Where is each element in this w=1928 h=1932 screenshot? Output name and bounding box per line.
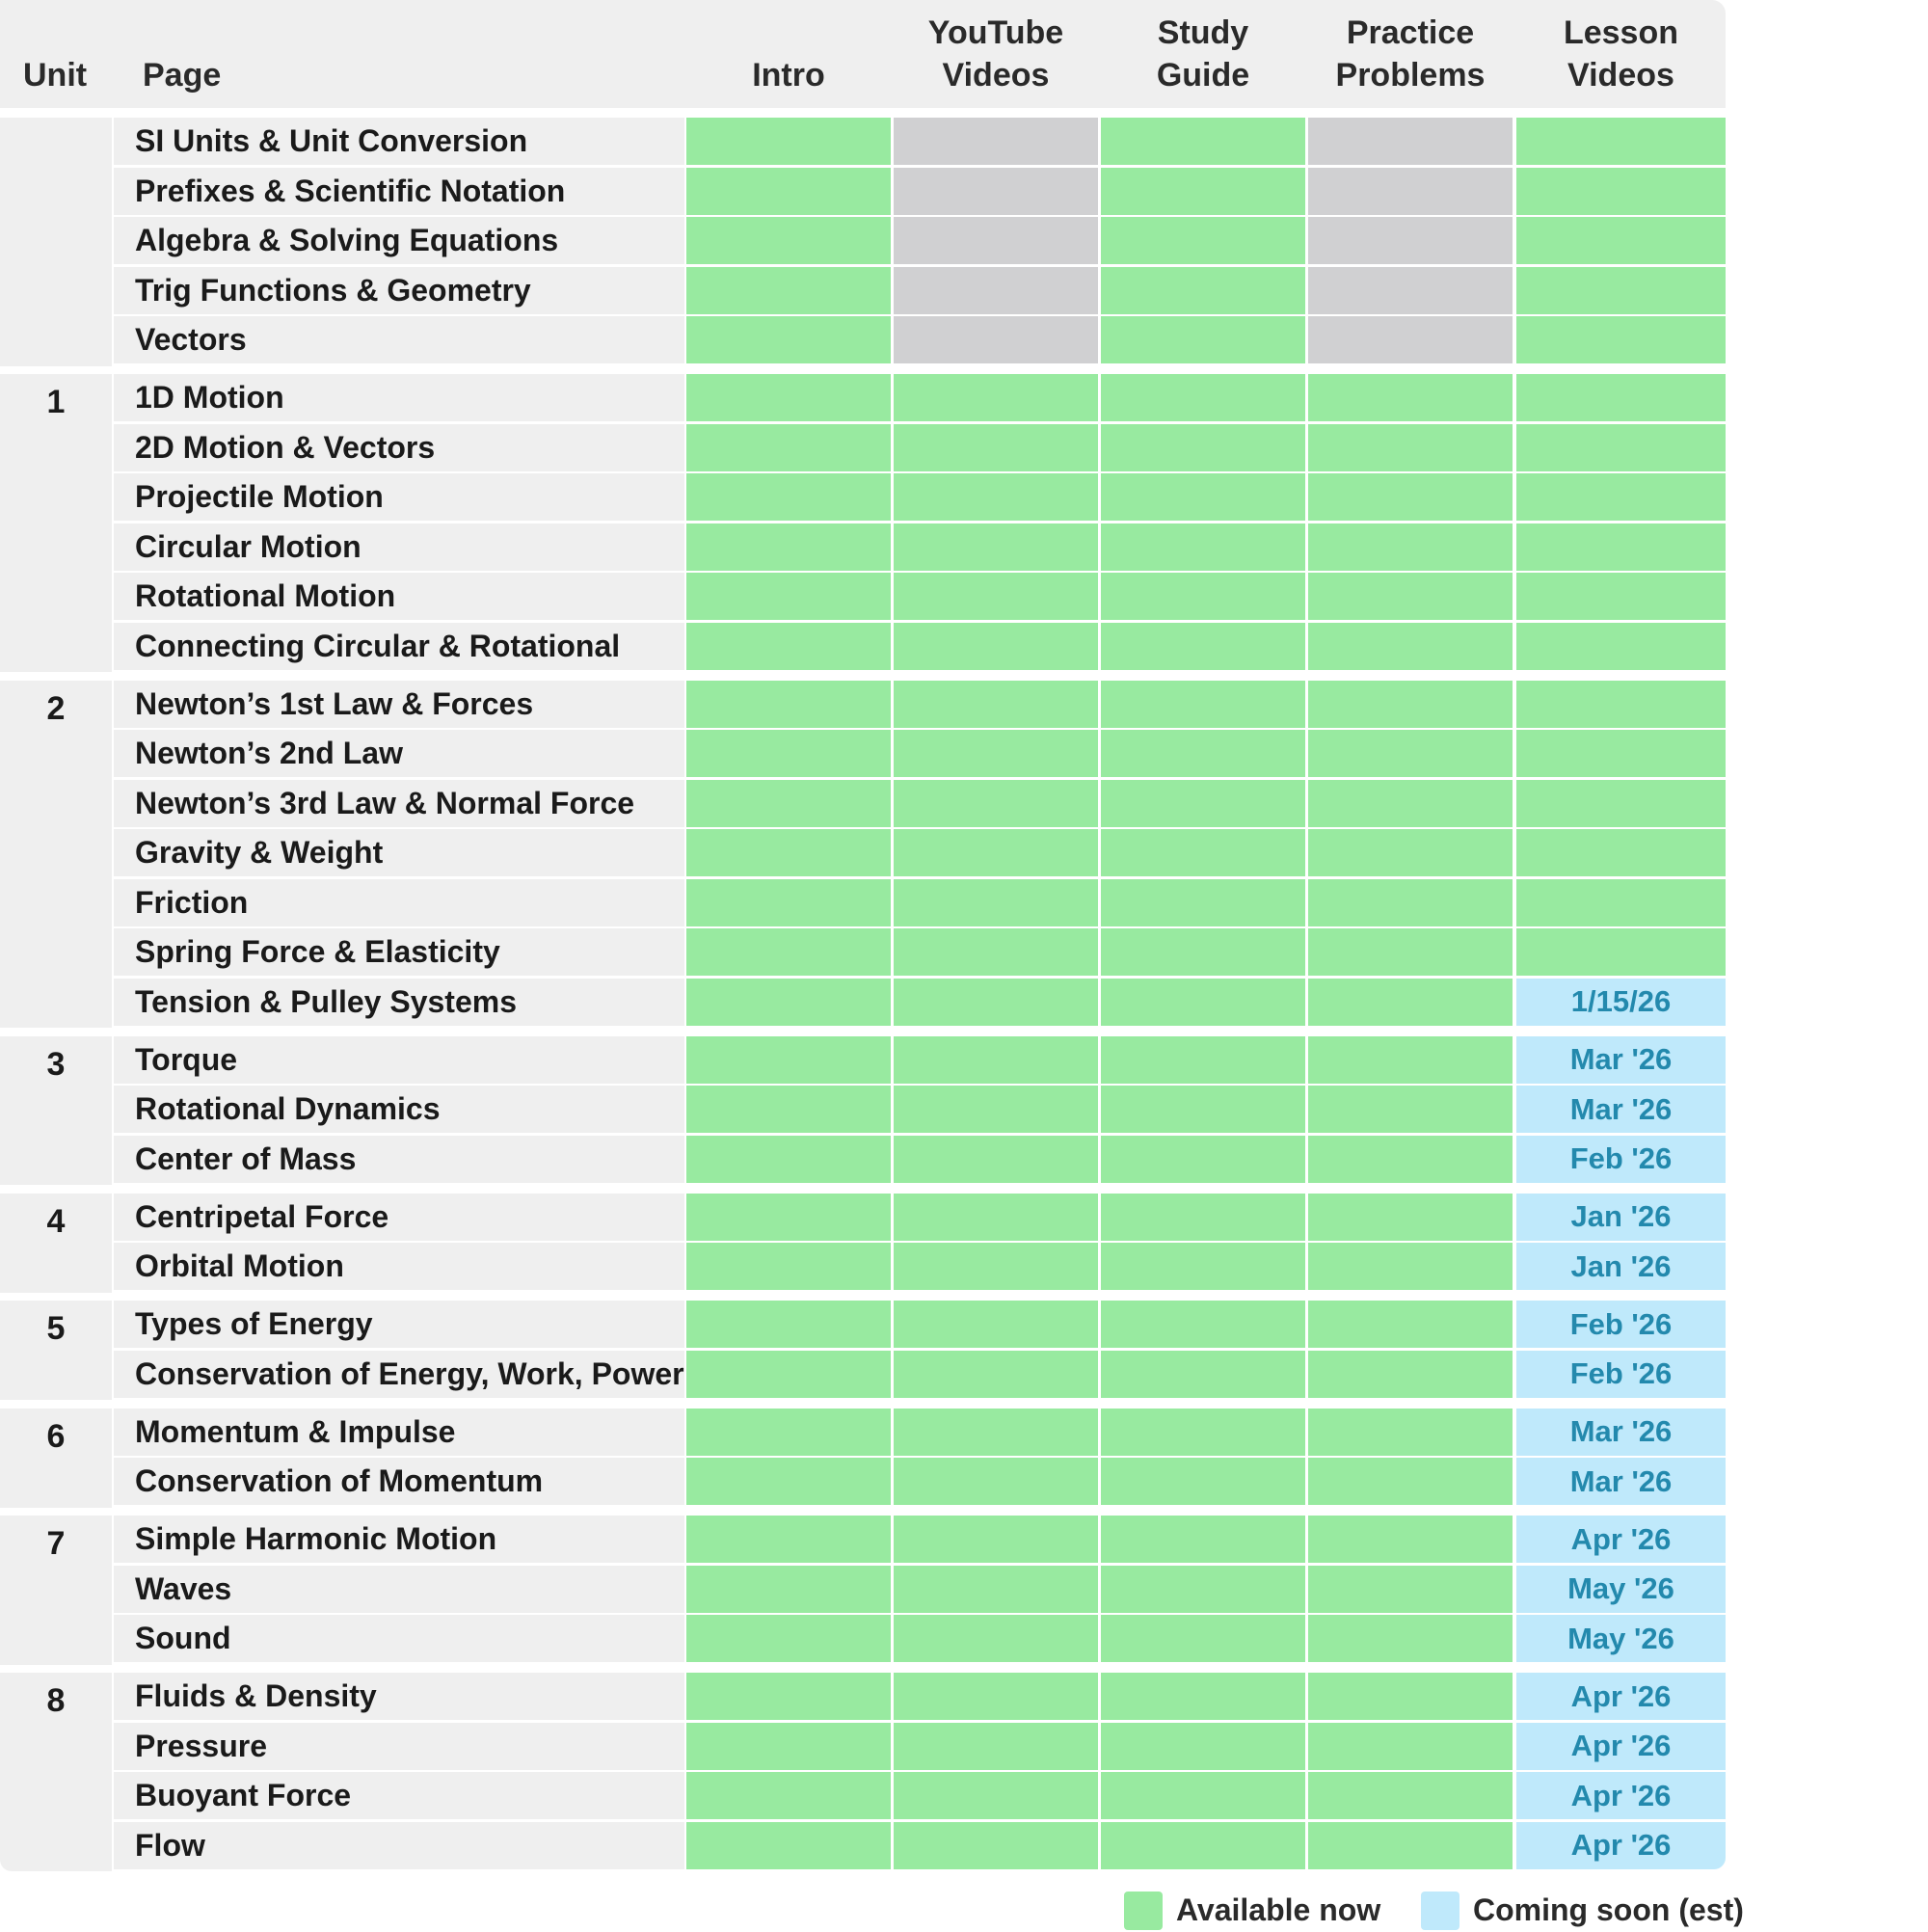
page-name[interactable]: Center of Mass [114,1136,684,1183]
page-name[interactable]: Rotational Dynamics [114,1086,684,1133]
status-cell[interactable] [894,374,1098,421]
page-name[interactable]: Waves [114,1566,684,1613]
page-name[interactable]: Conservation of Energy, Work, Power [114,1351,684,1398]
page-name[interactable]: 1D Motion [114,374,684,421]
status-cell[interactable] [686,623,891,670]
status-cell [894,217,1098,264]
status-cell[interactable] [1101,730,1305,777]
unit-cell [0,1409,112,1508]
lesson-eta[interactable]: Apr '26 [1516,1516,1726,1563]
status-cell[interactable] [1101,1351,1305,1398]
status-cell[interactable] [1308,1243,1513,1290]
status-cell[interactable] [1516,780,1726,827]
status-cell[interactable] [1308,424,1513,471]
status-cell [1308,118,1513,165]
page-name[interactable]: Trig Functions & Geometry [114,267,684,314]
unit-cell [0,374,112,672]
status-cell[interactable] [1516,523,1726,571]
page-name[interactable]: Sound [114,1615,684,1662]
page-name[interactable]: Flow [114,1822,684,1869]
page-name[interactable]: Buoyant Force [114,1772,684,1819]
lesson-eta[interactable]: Apr '26 [1516,1673,1726,1720]
status-cell[interactable] [1516,118,1726,165]
status-cell[interactable] [1101,681,1305,728]
lesson-eta[interactable]: Feb '26 [1516,1136,1726,1183]
status-cell [1308,217,1513,264]
header-youtube-videos-line: Videos [942,57,1050,94]
status-cell[interactable] [1101,217,1305,264]
status-cell[interactable] [894,1086,1098,1133]
status-cell[interactable] [686,879,891,926]
status-cell[interactable] [1516,573,1726,620]
status-cell[interactable] [894,1194,1098,1241]
status-cell[interactable] [894,829,1098,876]
legend-coming-soon [1421,1890,1744,1932]
status-cell[interactable] [1101,168,1305,215]
status-cell[interactable] [1101,1723,1305,1770]
status-cell[interactable] [1516,267,1726,314]
status-cell[interactable] [1308,979,1513,1026]
page-name[interactable]: Momentum & Impulse [114,1409,684,1456]
status-cell[interactable] [1516,316,1726,363]
status-cell[interactable] [1101,1615,1305,1662]
status-cell[interactable] [894,1566,1098,1613]
page-name[interactable]: Tension & Pulley Systems [114,979,684,1026]
page-name[interactable]: Fluids & Density [114,1673,684,1720]
status-cell[interactable] [1308,1036,1513,1084]
header-study-guide-line: Guide [1156,57,1250,94]
unit-cell [0,1516,112,1665]
page-name[interactable]: Spring Force & Elasticity [114,928,684,976]
unit-cell [0,1301,112,1400]
status-cell[interactable] [894,523,1098,571]
header-lesson-videos [1516,0,1726,108]
status-cell[interactable] [686,1673,891,1720]
page-name[interactable]: Circular Motion [114,523,684,571]
status-cell[interactable] [1516,681,1726,728]
status-cell[interactable] [894,1772,1098,1819]
unit-number: 1 [46,384,66,420]
status-cell[interactable] [686,267,891,314]
header-lesson-videos-line: Lesson [1563,14,1679,51]
header-intro-label: Intro [752,57,825,94]
status-cell[interactable] [686,979,891,1026]
header-practice-problems-line: Problems [1335,57,1486,94]
status-cell[interactable] [1101,1136,1305,1183]
status-cell[interactable] [686,1036,891,1084]
legend-available [1124,1890,1380,1932]
status-cell [894,316,1098,363]
status-cell[interactable] [1308,1351,1513,1398]
status-cell[interactable] [686,1566,891,1613]
status-cell[interactable] [1308,829,1513,876]
status-cell[interactable] [894,1673,1098,1720]
status-cell[interactable] [1101,979,1305,1026]
lesson-eta[interactable]: Jan '26 [1516,1194,1726,1241]
lesson-eta[interactable]: Mar '26 [1516,1458,1726,1505]
status-cell[interactable] [1516,217,1726,264]
status-cell[interactable] [894,1822,1098,1869]
status-cell[interactable] [1308,374,1513,421]
lesson-eta[interactable]: Apr '26 [1516,1723,1726,1770]
header-practice-problems [1308,0,1513,108]
status-cell[interactable] [1101,424,1305,471]
status-cell[interactable] [686,573,891,620]
status-cell[interactable] [1101,1458,1305,1505]
status-cell[interactable] [686,217,891,264]
page-name[interactable]: 2D Motion & Vectors [114,424,684,471]
page-name[interactable]: Newton’s 2nd Law [114,730,684,777]
status-cell[interactable] [894,1409,1098,1456]
legend-coming-soon-label: Coming soon (est) [1473,1892,1744,1927]
status-cell[interactable] [686,1615,891,1662]
status-cell[interactable] [894,1243,1098,1290]
status-cell[interactable] [1101,1566,1305,1613]
page-name[interactable]: Torque [114,1036,684,1084]
page-name[interactable]: Orbital Motion [114,1243,684,1290]
unit-cell [0,681,112,1029]
unit-cell [0,118,112,366]
status-cell[interactable] [894,1136,1098,1183]
status-cell [1308,267,1513,314]
page-name[interactable]: Prefixes & Scientific Notation [114,168,684,215]
status-cell[interactable] [1308,523,1513,571]
status-cell[interactable] [1516,928,1726,976]
status-cell[interactable] [1308,1566,1513,1613]
status-cell[interactable] [1101,573,1305,620]
unit-cell [0,1673,112,1871]
lesson-eta[interactable]: 1/15/26 [1516,979,1726,1026]
legend-swatch-available [1124,1892,1163,1930]
unit-number: 5 [46,1310,66,1347]
status-cell[interactable] [1308,623,1513,670]
page-name[interactable]: Rotational Motion [114,573,684,620]
status-cell[interactable] [1308,879,1513,926]
status-cell[interactable] [894,623,1098,670]
status-cell[interactable] [1308,1086,1513,1133]
unit-cell [0,1036,112,1186]
status-cell[interactable] [1101,623,1305,670]
status-cell[interactable] [686,730,891,777]
status-cell[interactable] [1516,623,1726,670]
status-cell[interactable] [686,523,891,571]
status-cell[interactable] [1516,879,1726,926]
status-cell[interactable] [686,473,891,521]
page-name[interactable]: Newton’s 1st Law & Forces [114,681,684,728]
page-name[interactable]: Gravity & Weight [114,829,684,876]
status-cell[interactable] [686,1086,891,1133]
status-cell[interactable] [1308,780,1513,827]
status-cell[interactable] [1101,316,1305,363]
status-cell[interactable] [1516,168,1726,215]
lesson-eta[interactable]: May '26 [1516,1566,1726,1613]
status-cell[interactable] [1101,1301,1305,1348]
status-cell[interactable] [686,1409,891,1456]
status-cell[interactable] [1308,1409,1513,1456]
status-cell[interactable] [1101,829,1305,876]
page-name[interactable]: Friction [114,879,684,926]
header-study-guide [1101,0,1305,108]
page-name[interactable]: Simple Harmonic Motion [114,1516,684,1563]
unit-number: 7 [46,1525,66,1562]
status-cell[interactable] [686,928,891,976]
page-name[interactable]: Connecting Circular & Rotational [114,623,684,670]
status-cell[interactable] [686,1301,891,1348]
header-page [114,0,684,108]
page-name[interactable]: Vectors [114,316,684,363]
status-cell[interactable] [894,879,1098,926]
status-cell[interactable] [686,168,891,215]
status-cell[interactable] [894,780,1098,827]
status-cell[interactable] [686,1723,891,1770]
status-cell[interactable] [686,316,891,363]
status-cell[interactable] [1101,1086,1305,1133]
unit-number: 2 [46,689,66,727]
header-intro [686,0,891,108]
status-cell [894,118,1098,165]
unit-number: 6 [46,1417,66,1455]
status-cell[interactable] [894,1615,1098,1662]
status-cell[interactable] [894,424,1098,471]
lesson-eta[interactable]: Mar '26 [1516,1409,1726,1456]
status-cell[interactable] [1516,730,1726,777]
status-cell[interactable] [1308,1822,1513,1869]
status-cell[interactable] [1516,829,1726,876]
status-cell[interactable] [686,1458,891,1505]
status-cell[interactable] [894,1458,1098,1505]
status-cell[interactable] [1101,267,1305,314]
status-cell[interactable] [1101,1243,1305,1290]
status-cell[interactable] [686,374,891,421]
status-cell[interactable] [1101,473,1305,521]
status-cell[interactable] [1101,1194,1305,1241]
page-name[interactable]: Pressure [114,1723,684,1770]
lesson-eta[interactable]: May '26 [1516,1615,1726,1662]
lesson-eta[interactable]: Mar '26 [1516,1086,1726,1133]
status-cell[interactable] [686,1136,891,1183]
header-unit [0,0,112,108]
status-cell[interactable] [894,1351,1098,1398]
status-cell[interactable] [686,829,891,876]
status-cell[interactable] [894,681,1098,728]
status-cell[interactable] [686,1351,891,1398]
header-page-label: Page [143,57,222,94]
lesson-eta[interactable]: Apr '26 [1516,1772,1726,1819]
status-cell[interactable] [1101,118,1305,165]
header-youtube-videos [894,0,1098,108]
status-cell[interactable] [686,1194,891,1241]
status-cell[interactable] [894,928,1098,976]
status-cell[interactable] [894,573,1098,620]
page-name[interactable]: SI Units & Unit Conversion [114,118,684,165]
status-cell[interactable] [686,1822,891,1869]
status-cell[interactable] [1308,730,1513,777]
status-cell[interactable] [1101,523,1305,571]
page-name[interactable]: Algebra & Solving Equations [114,217,684,264]
status-cell[interactable] [1308,1772,1513,1819]
status-cell[interactable] [686,681,891,728]
status-cell [1308,316,1513,363]
status-cell[interactable] [1101,1772,1305,1819]
status-cell [894,267,1098,314]
page-name[interactable]: Types of Energy [114,1301,684,1348]
lesson-eta[interactable]: Mar '26 [1516,1036,1726,1084]
status-cell [1308,168,1513,215]
status-cell[interactable] [1101,1036,1305,1084]
lesson-eta[interactable]: Feb '26 [1516,1351,1726,1398]
status-cell[interactable] [894,730,1098,777]
status-cell[interactable] [1101,374,1305,421]
lesson-eta[interactable]: Feb '26 [1516,1301,1726,1348]
lesson-eta[interactable]: Jan '26 [1516,1243,1726,1290]
status-cell[interactable] [1101,928,1305,976]
status-cell[interactable] [686,424,891,471]
status-cell[interactable] [1308,1615,1513,1662]
status-cell[interactable] [1101,879,1305,926]
status-cell[interactable] [1101,1516,1305,1563]
status-cell[interactable] [1308,1194,1513,1241]
status-cell[interactable] [1101,1409,1305,1456]
header-practice-problems-line: Practice [1346,14,1475,51]
header-youtube-videos-line: YouTube [927,14,1064,51]
status-cell[interactable] [1308,473,1513,521]
status-cell[interactable] [1308,928,1513,976]
unit-number: 8 [46,1682,66,1719]
header-lesson-videos-line: Videos [1567,57,1674,94]
header-unit-label: Unit [23,57,88,94]
status-cell[interactable] [686,118,891,165]
header-study-guide-line: Study [1157,14,1249,51]
status-cell[interactable] [686,780,891,827]
status-cell[interactable] [686,1772,891,1819]
status-cell[interactable] [1308,1136,1513,1183]
status-cell[interactable] [1101,1673,1305,1720]
page-name[interactable]: Projectile Motion [114,473,684,521]
status-cell[interactable] [1308,1458,1513,1505]
status-cell[interactable] [686,1243,891,1290]
status-cell[interactable] [1101,1822,1305,1869]
unit-number: 4 [46,1202,66,1240]
legend-swatch-coming-soon [1421,1892,1459,1930]
status-cell[interactable] [1308,1723,1513,1770]
status-cell[interactable] [1516,374,1726,421]
status-cell[interactable] [894,1516,1098,1563]
lesson-eta[interactable]: Apr '26 [1516,1822,1726,1869]
page-name[interactable]: Centripetal Force [114,1194,684,1241]
status-cell[interactable] [1308,681,1513,728]
status-cell[interactable] [686,1516,891,1563]
status-cell[interactable] [894,979,1098,1026]
status-cell[interactable] [894,1301,1098,1348]
unit-number: 3 [46,1045,66,1083]
status-cell[interactable] [1308,573,1513,620]
status-cell[interactable] [894,473,1098,521]
page-name[interactable]: Newton’s 3rd Law & Normal Force [114,780,684,827]
status-cell[interactable] [1101,780,1305,827]
legend-available-label: Available now [1176,1892,1381,1927]
status-cell[interactable] [1516,424,1726,471]
status-cell [894,168,1098,215]
status-cell[interactable] [1308,1673,1513,1720]
status-cell[interactable] [894,1723,1098,1770]
status-cell[interactable] [1308,1516,1513,1563]
status-cell[interactable] [1308,1301,1513,1348]
unit-cell [0,1194,112,1293]
status-cell[interactable] [894,1036,1098,1084]
page-name[interactable]: Conservation of Momentum [114,1458,684,1505]
status-cell[interactable] [1516,473,1726,521]
